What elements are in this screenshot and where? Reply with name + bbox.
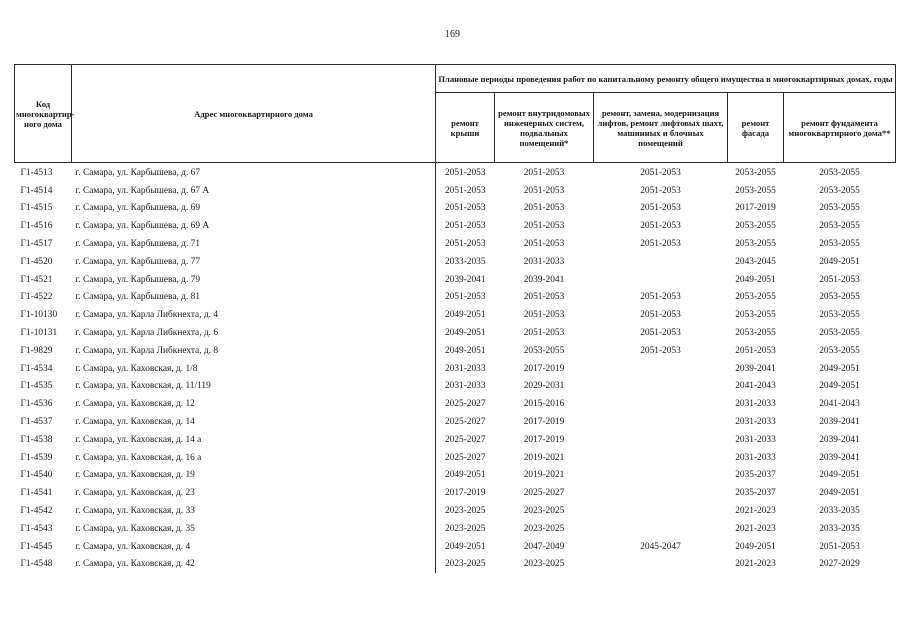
header-code: Код многоквартир-ного дома: [15, 65, 72, 163]
row-period: 2051-2053: [523, 167, 565, 178]
row-period: 2051-2053: [523, 310, 565, 321]
row-address: г. Самара, ул. Каховская, д. 16 а: [75, 452, 202, 463]
row-period: 2053-2055: [819, 239, 860, 250]
row-period: 2041-2043: [819, 399, 860, 410]
row-period: 2051-2053: [640, 167, 681, 178]
row-code: Г1-4514: [20, 185, 53, 196]
row-period: 2039-2041: [819, 452, 860, 463]
row-period: 2021-2023: [735, 506, 776, 517]
row-period: [594, 556, 728, 574]
row-code: Г1-4545: [20, 541, 53, 552]
row-period: 2053-2055: [819, 167, 860, 178]
row-period: 2015-2016: [523, 399, 565, 410]
row-period: 2053-2055: [819, 345, 860, 356]
row-period: 2049-2051: [436, 324, 495, 342]
table-row: [15, 324, 896, 342]
row-address: г. Самара, ул. Карбышева, д. 67: [75, 167, 201, 178]
row-period: 2051-2053: [523, 292, 565, 303]
table-row: [15, 556, 896, 574]
table-row: [15, 484, 896, 502]
row-period: 2039-2041: [819, 434, 860, 445]
table-row: [15, 200, 896, 218]
table-row: [15, 163, 896, 182]
row-period: 2051-2053: [523, 185, 565, 196]
row-period: [594, 449, 728, 467]
table-row: [15, 538, 896, 556]
row-period: [594, 467, 728, 485]
page-number: 169: [445, 29, 460, 40]
table-row: [15, 271, 896, 289]
table-row: [15, 502, 896, 520]
row-period: [594, 484, 728, 502]
row-period: [594, 395, 728, 413]
row-period: 2051-2053: [436, 235, 495, 253]
row-period: 2017-2019: [523, 417, 565, 428]
row-address: г. Самара, ул. Карбышева, д. 67 А: [75, 185, 210, 196]
row-period: 2033-2035: [436, 253, 495, 271]
row-period: 2039-2041: [523, 274, 565, 285]
row-address: г. Самара, ул. Карбышева, д. 69 А: [75, 221, 210, 232]
row-period: 2051-2053: [640, 239, 681, 250]
row-period: 2019-2021: [523, 452, 565, 463]
row-period: [594, 253, 728, 271]
row-period: 2017-2019: [735, 203, 776, 214]
row-period: 2043-2045: [735, 256, 776, 267]
row-address: г. Самара, ул. Каховская, д. 1/8: [75, 363, 198, 374]
row-period: 2031-2033: [735, 417, 776, 428]
table-row: [15, 217, 896, 235]
row-period: 2021-2023: [735, 559, 776, 570]
row-address: г. Самара, ул. Каховская, д. 11/119: [75, 381, 211, 392]
row-period: 2029-2031: [523, 381, 565, 392]
row-period: 2031-2033: [523, 256, 565, 267]
row-period: [594, 502, 728, 520]
row-address: г. Самара, ул. Каховская, д. 14 а: [75, 434, 202, 445]
row-address: г. Самара, ул. Каховская, д. 14: [75, 417, 195, 428]
row-address: г. Самара, ул. Каховская, д. 19: [75, 470, 195, 481]
row-period: 2051-2053: [640, 203, 681, 214]
row-period: 2031-2033: [436, 360, 495, 378]
row-period: 2049-2051: [819, 488, 860, 499]
table-row: [15, 342, 896, 360]
header-periods-title: Плановые периоды проведения работ по капитальному ремонту общего имущества в многоквартирных домах, годы: [436, 65, 896, 93]
table-row: [15, 449, 896, 467]
row-code: Г1-4536: [20, 399, 53, 410]
row-address: г. Самара, ул. Карла Либкнехта, д. 8: [75, 345, 219, 356]
row-period: 2051-2053: [640, 185, 681, 196]
header-foundation: ремонт фундамента многоквартирного дома**: [784, 93, 896, 163]
row-period: 2051-2053: [523, 221, 565, 232]
row-period: 2031-2033: [436, 378, 495, 396]
table-row: [15, 413, 896, 431]
table-row: [15, 360, 896, 378]
row-period: 2019-2021: [523, 470, 565, 481]
row-address: г. Самара, ул. Карбышева, д. 71: [75, 239, 201, 250]
row-address: г. Самара, ул. Карла Либкнехта, д. 4: [75, 310, 219, 321]
table-row: [15, 395, 896, 413]
row-code: Г1-4515: [20, 203, 53, 214]
row-code: Г1-4521: [20, 274, 53, 285]
row-code: Г1-4548: [20, 559, 53, 570]
table-row: [15, 520, 896, 538]
row-period: 2051-2053: [819, 541, 860, 552]
row-code: Г1-9829: [20, 345, 53, 356]
row-period: 2023-2025: [523, 523, 565, 534]
row-period: 2049-2051: [436, 342, 495, 360]
row-period: 2025-2027: [523, 488, 565, 499]
row-period: 2025-2027: [436, 449, 495, 467]
row-period: 2051-2053: [640, 221, 681, 232]
row-period: 2051-2053: [523, 328, 565, 339]
table-row: [15, 467, 896, 485]
row-period: 2045-2047: [640, 541, 681, 552]
row-address: г. Самара, ул. Карбышева, д. 69: [75, 203, 201, 214]
header-engineering: ремонт внутридомовых инженерных систем, подвальных помещений*: [495, 93, 594, 163]
row-period: 2053-2055: [523, 345, 565, 356]
row-period: 2023-2025: [436, 520, 495, 538]
row-address: г. Самара, ул. Каховская, д. 33: [75, 506, 195, 517]
row-period: 2025-2027: [436, 431, 495, 449]
row-period: 2053-2055: [735, 328, 776, 339]
row-address: г. Самара, ул. Карбышева, д. 79: [75, 274, 201, 285]
row-period: 2017-2019: [436, 484, 495, 502]
row-period: 2051-2053: [436, 163, 495, 182]
row-period: 2039-2041: [819, 417, 860, 428]
row-period: 2053-2055: [819, 310, 860, 321]
row-period: 2051-2053: [436, 200, 495, 218]
row-period: 2053-2055: [735, 310, 776, 321]
row-period: 2047-2049: [523, 541, 565, 552]
row-address: г. Самара, ул. Карбышева, д. 81: [75, 292, 201, 303]
row-period: 2053-2055: [735, 292, 776, 303]
row-period: 2039-2041: [735, 363, 776, 374]
row-period: [594, 413, 728, 431]
row-address: г. Самара, ул. Карбышева, д. 77: [75, 256, 201, 267]
row-period: 2053-2055: [735, 221, 776, 232]
row-period: [594, 431, 728, 449]
row-address: г. Самара, ул. Каховская, д. 4: [75, 541, 191, 552]
row-period: [594, 378, 728, 396]
row-period: 2053-2055: [819, 328, 860, 339]
row-code: Г1-10130: [20, 310, 58, 321]
row-period: 2053-2055: [819, 292, 860, 303]
row-period: 2049-2051: [735, 541, 776, 552]
row-period: 2051-2053: [640, 345, 681, 356]
row-period: 2051-2053: [436, 289, 495, 307]
row-period: 2049-2051: [819, 363, 860, 374]
row-period: 2049-2051: [819, 381, 860, 392]
row-period: 2051-2053: [640, 310, 681, 321]
row-period: 2021-2023: [735, 523, 776, 534]
row-period: 2031-2033: [735, 399, 776, 410]
row-period: 2023-2025: [523, 559, 565, 570]
row-period: 2051-2053: [523, 203, 565, 214]
row-code: Г1-4541: [20, 488, 53, 499]
row-period: 2049-2051: [436, 538, 495, 556]
repair-schedule-table: [14, 64, 896, 573]
row-code: Г1-10131: [20, 328, 58, 339]
row-address: г. Самара, ул. Каховская, д. 42: [75, 559, 195, 570]
row-period: 2051-2053: [436, 217, 495, 235]
row-period: 2053-2055: [819, 185, 860, 196]
row-code: Г1-4534: [20, 363, 53, 374]
row-period: 2025-2027: [436, 413, 495, 431]
row-period: 2017-2019: [523, 434, 565, 445]
table-row: [15, 431, 896, 449]
header-elevators: ремонт, замена, модернизация лифтов, ремонт лифтовых шахт, машинных и блочных помещений: [594, 93, 728, 163]
row-period: 2051-2053: [436, 182, 495, 200]
row-period: 2049-2051: [436, 306, 495, 324]
header-address: Адрес многоквартирного дома: [72, 65, 436, 163]
table-row: [15, 378, 896, 396]
row-period: 2023-2025: [436, 502, 495, 520]
row-period: 2051-2053: [640, 328, 681, 339]
row-period: [594, 360, 728, 378]
row-address: г. Самара, ул. Каховская, д. 12: [75, 399, 195, 410]
row-period: 2017-2019: [523, 363, 565, 374]
row-period: 2027-2029: [819, 559, 860, 570]
row-period: 2053-2055: [819, 203, 860, 214]
row-period: 2053-2055: [735, 185, 776, 196]
row-period: 2031-2033: [735, 434, 776, 445]
table-row: [15, 306, 896, 324]
table-row: [15, 182, 896, 200]
row-code: Г1-4538: [20, 434, 53, 445]
row-code: Г1-4535: [20, 381, 53, 392]
table-row: [15, 253, 896, 271]
header-facade: ремонт фасада: [728, 93, 784, 163]
row-period: 2049-2051: [436, 467, 495, 485]
row-period: [594, 520, 728, 538]
row-period: 2053-2055: [819, 221, 860, 232]
row-period: 2051-2053: [523, 239, 565, 250]
row-address: г. Самара, ул. Карла Либкнехта, д. 6: [75, 328, 219, 339]
row-period: 2051-2053: [735, 345, 776, 356]
table-row: [15, 235, 896, 253]
row-period: 2023-2025: [436, 556, 495, 574]
table-row: [15, 289, 896, 307]
row-period: 2033-2035: [819, 506, 860, 517]
row-period: 2049-2051: [819, 256, 860, 267]
row-period: 2035-2037: [735, 470, 776, 481]
row-period: 2053-2055: [735, 167, 776, 178]
row-period: 2041-2043: [735, 381, 776, 392]
row-period: 2025-2027: [436, 395, 495, 413]
row-code: Г1-4513: [20, 167, 53, 178]
row-address: г. Самара, ул. Каховская, д. 35: [75, 523, 195, 534]
row-period: 2033-2035: [819, 523, 860, 534]
row-period: [594, 271, 728, 289]
row-period: 2049-2051: [735, 274, 776, 285]
row-period: 2039-2041: [436, 271, 495, 289]
row-code: Г1-4543: [20, 523, 53, 534]
row-code: Г1-4540: [20, 470, 53, 481]
row-period: 2023-2025: [523, 506, 565, 517]
row-code: Г1-4517: [20, 239, 53, 250]
row-code: Г1-4539: [20, 452, 53, 463]
row-code: Г1-4516: [20, 221, 53, 232]
row-period: 2053-2055: [735, 239, 776, 250]
row-period: 2031-2033: [735, 452, 776, 463]
row-period: 2051-2053: [819, 274, 860, 285]
row-code: Г1-4537: [20, 417, 53, 428]
row-period: 2051-2053: [640, 292, 681, 303]
row-code: Г1-4520: [20, 256, 53, 267]
header-roof: ремонт крыши: [436, 93, 495, 163]
row-address: г. Самара, ул. Каховская, д. 23: [75, 488, 195, 499]
row-period: 2049-2051: [819, 470, 860, 481]
row-code: Г1-4522: [20, 292, 53, 303]
row-code: Г1-4542: [20, 506, 53, 517]
row-period: 2035-2037: [735, 488, 776, 499]
